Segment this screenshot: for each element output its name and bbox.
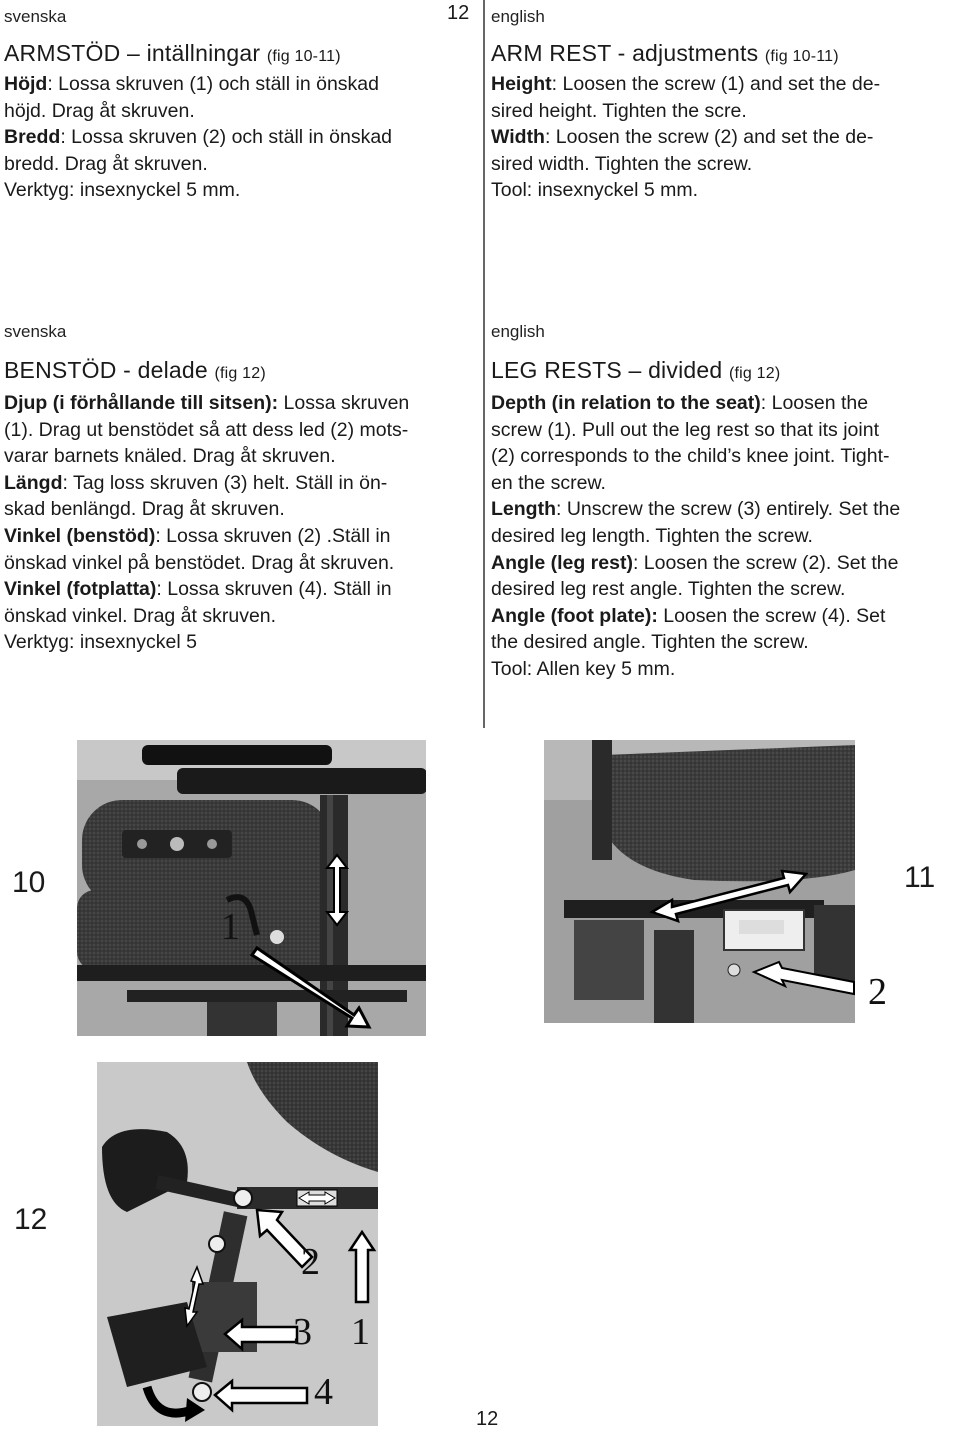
armrest-sv-body bbox=[4, 71, 474, 204]
bold-term: Längd bbox=[4, 471, 63, 494]
language-label-en: english bbox=[491, 7, 545, 26]
armrest-sv-title: ARMSTÖD – intällningar bbox=[4, 40, 261, 66]
line-text: : Loosen the bbox=[760, 392, 869, 414]
line-text: Loosen the screw (4). Set bbox=[657, 604, 886, 627]
column-divider bbox=[483, 0, 485, 728]
bold-term: Djup (i förhållande till sitsen): bbox=[4, 392, 279, 414]
line-text: : Loosen the screw (2) and set the de- bbox=[544, 126, 874, 149]
language-label-en: english bbox=[491, 322, 545, 341]
text-line bbox=[4, 629, 479, 656]
line-text: önskad vinkel. Drag åt skruven. bbox=[4, 604, 277, 627]
legrest-en-title: LEG RESTS – divided bbox=[491, 357, 723, 383]
text-line bbox=[491, 470, 959, 497]
text-line bbox=[491, 151, 956, 178]
line-text: en the screw. bbox=[491, 471, 606, 494]
figure-12-callout-1: 1 bbox=[351, 1311, 370, 1353]
text-line bbox=[4, 603, 479, 630]
legrest-sv-title: BENSTÖD - delade bbox=[4, 357, 208, 383]
text-line bbox=[4, 71, 474, 98]
bold-term: Height bbox=[491, 73, 552, 95]
text-line bbox=[4, 470, 479, 497]
armrest-en-section bbox=[491, 7, 956, 204]
legrest-sv-body bbox=[4, 390, 479, 656]
figure-10-callout-1: 1 bbox=[221, 906, 240, 948]
armrest-sv-fig: (fig 10-11) bbox=[266, 48, 341, 65]
line-text: Lossa skruven bbox=[278, 392, 410, 414]
legrest-sv-fig: (fig 12) bbox=[214, 365, 266, 382]
text-line bbox=[4, 151, 474, 178]
line-text: : Lossa skruven (1) och ställ in önskad bbox=[47, 73, 379, 95]
line-text: the desired angle. Tighten the screw. bbox=[491, 631, 809, 654]
line-text: Tool: insexnyckel 5 mm. bbox=[491, 179, 698, 202]
text-line bbox=[491, 71, 956, 98]
bold-term: Vinkel (benstöd) bbox=[4, 524, 156, 547]
figure-10-photo bbox=[77, 740, 426, 1036]
page-number-bottom: 12 bbox=[476, 1408, 499, 1430]
text-line bbox=[491, 98, 956, 125]
language-label-sv: svenska bbox=[4, 7, 67, 26]
text-line bbox=[4, 390, 479, 417]
line-text: Tool: Allen key 5 mm. bbox=[491, 657, 676, 680]
line-text: : Loosen the screw (2). Set the bbox=[632, 551, 899, 574]
figure-12-photo bbox=[97, 1062, 378, 1426]
figure-12-callout-3: 3 bbox=[293, 1311, 312, 1353]
text-line bbox=[491, 417, 959, 444]
legrest-en-heading bbox=[491, 356, 959, 388]
text-line bbox=[491, 576, 959, 603]
language-label-sv: svenska bbox=[4, 322, 67, 341]
armrest-en-body bbox=[491, 71, 956, 204]
line-text: desired leg length. Tighten the screw. bbox=[491, 524, 813, 547]
figure-number-10: 10 bbox=[12, 866, 46, 899]
text-line bbox=[491, 550, 959, 577]
text-line bbox=[4, 576, 479, 603]
text-line bbox=[4, 98, 474, 125]
armrest-en-fig: (fig 10-11) bbox=[764, 48, 839, 65]
text-line bbox=[491, 603, 959, 630]
legrest-sv-heading bbox=[4, 356, 479, 388]
text-line bbox=[4, 496, 479, 523]
line-text: (2) corresponds to the child’s knee joint. Tight- bbox=[491, 445, 890, 468]
text-line bbox=[4, 177, 474, 204]
text-line bbox=[491, 523, 959, 550]
bold-term: Angle (leg rest) bbox=[491, 551, 633, 574]
figure-12-callout-2: 2 bbox=[301, 1241, 320, 1283]
text-line bbox=[491, 124, 956, 151]
line-text: skad benlängd. Drag åt skruven. bbox=[4, 498, 285, 521]
line-text: Verktyg: insexnyckel 5 bbox=[4, 631, 197, 654]
text-line bbox=[491, 390, 959, 417]
legrest-en-section bbox=[491, 322, 959, 683]
text-line bbox=[4, 523, 479, 550]
figure-11-photo bbox=[544, 740, 855, 1023]
line-text: sired height. Tighten the scre. bbox=[491, 99, 747, 122]
line-text: (1). Drag ut benstödet så att dess led (2) mots- bbox=[4, 418, 409, 441]
text-line bbox=[491, 629, 959, 656]
line-text: desired leg rest angle. Tighten the screw. bbox=[491, 578, 846, 601]
text-line bbox=[4, 550, 479, 577]
text-line bbox=[4, 124, 474, 151]
line-text: : Lossa skruven (2) .Ställ in bbox=[155, 524, 391, 547]
bold-term: Depth (in relation to the seat) bbox=[491, 392, 761, 414]
bold-term: Bredd bbox=[4, 126, 61, 149]
bold-term: Vinkel (fotplatta) bbox=[4, 578, 157, 601]
bold-term: Angle (foot plate): bbox=[491, 604, 658, 627]
text-line bbox=[491, 656, 959, 683]
line-text: : Tag loss skruven (3) helt. Ställ in ön- bbox=[62, 471, 388, 494]
page-number-top: 12 bbox=[447, 2, 470, 24]
figure-12-callout-4: 4 bbox=[314, 1371, 333, 1413]
armrest-sv-heading bbox=[4, 39, 474, 71]
text-line bbox=[491, 177, 956, 204]
line-text: : Lossa skruven (2) och ställ in önskad bbox=[60, 126, 393, 149]
figure-number-11: 11 bbox=[904, 861, 936, 894]
bold-term: Width bbox=[491, 126, 545, 149]
armrest-en-heading bbox=[491, 39, 956, 71]
legrest-en-body bbox=[491, 390, 959, 683]
figure-number-12: 12 bbox=[14, 1203, 48, 1236]
line-text: bredd. Drag åt skruven. bbox=[4, 152, 208, 175]
line-text: önskad vinkel på benstödet. Drag åt skruven. bbox=[4, 551, 395, 574]
text-line bbox=[4, 417, 479, 444]
line-text: : Loosen the screw (1) and set the de- bbox=[551, 73, 881, 95]
line-text: varar barnets knäled. Drag åt skruven. bbox=[4, 445, 336, 468]
figure-11-callout-2: 2 bbox=[868, 971, 887, 1013]
legrest-en-fig: (fig 12) bbox=[728, 365, 781, 382]
line-text: : Unscrew the screw (3) entirely. Set the bbox=[555, 498, 901, 521]
armrest-en-title: ARM REST - adjustments bbox=[491, 40, 759, 66]
line-text: höjd. Drag åt skruven. bbox=[4, 99, 195, 122]
line-text: screw (1). Pull out the leg rest so that its joint bbox=[491, 418, 880, 441]
legrest-sv-section bbox=[4, 322, 479, 656]
line-text: : Lossa skruven (4). Ställ in bbox=[156, 578, 392, 601]
armrest-sv-section bbox=[4, 7, 474, 204]
line-text: sired width. Tighten the screw. bbox=[491, 152, 753, 175]
text-line bbox=[4, 443, 479, 470]
text-line bbox=[491, 443, 959, 470]
text-line bbox=[491, 496, 959, 523]
bold-term: Höjd bbox=[4, 73, 48, 95]
bold-term: Length bbox=[491, 498, 556, 521]
line-text: Verktyg: insexnyckel 5 mm. bbox=[4, 179, 241, 202]
